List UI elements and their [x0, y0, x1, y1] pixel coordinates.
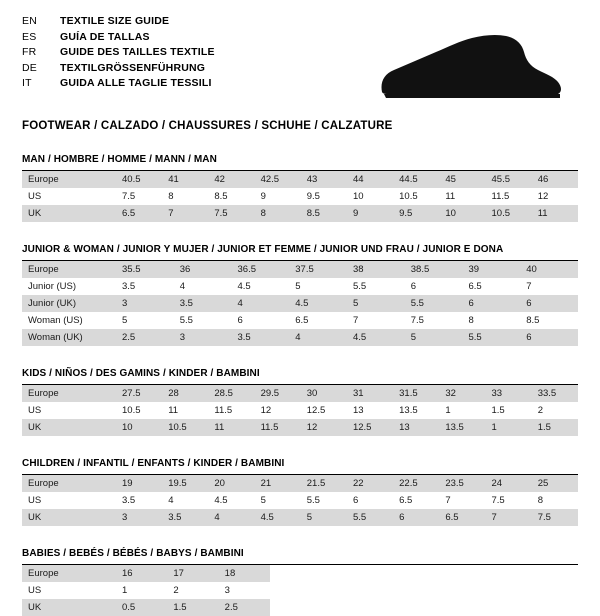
table-row: [22, 599, 578, 616]
cell: 10: [439, 205, 485, 222]
row-label: UK: [22, 509, 116, 526]
category-babies: [22, 548, 578, 616]
cell: 6.5: [468, 281, 482, 292]
category-title: JUNIOR & WOMAN / JUNIOR Y MUJER / JUNIOR ET FEMME / JUNIOR UND FRAU / JUNIOR E DONA: [22, 244, 504, 255]
cell-empty: [475, 565, 526, 582]
row-label: Europe: [22, 565, 116, 582]
table-row: [22, 475, 578, 492]
cell: 10.5: [122, 405, 141, 416]
table-row: [22, 205, 578, 222]
cell: 4: [289, 329, 347, 346]
cell: 6: [520, 329, 578, 346]
cell: 4: [179, 281, 186, 292]
cell: 3: [174, 329, 232, 346]
cell: 18: [219, 565, 270, 582]
category-title: CHILDREN / INFANTIL / ENFANTS / KINDER / BAMBINI: [22, 458, 285, 469]
cell: 24: [486, 475, 532, 492]
cell: 7: [353, 315, 359, 326]
cell: 1.5: [167, 599, 218, 616]
cell-empty: [527, 599, 578, 616]
cell: 8.5: [526, 315, 540, 326]
cell: 8.5: [301, 205, 347, 222]
cell: 6: [520, 295, 578, 312]
cell-empty: [270, 599, 321, 616]
cell: 32: [439, 385, 485, 402]
cell: 33: [486, 385, 532, 402]
cell: 6: [237, 315, 243, 326]
cell-empty: [475, 582, 526, 599]
cell: 2.5: [116, 329, 174, 346]
cell: 42: [208, 171, 254, 188]
table-row: [22, 261, 578, 278]
row-label: Woman (UK): [22, 329, 116, 346]
cell: 1.5: [491, 405, 505, 416]
cell: 7: [486, 509, 532, 526]
cell: 6.5: [439, 509, 485, 526]
cell: 13.5: [439, 419, 485, 436]
cell: 9: [260, 191, 266, 202]
cell: 38.5: [405, 261, 463, 278]
cell: 6.5: [399, 495, 413, 506]
cell: 1: [122, 585, 128, 596]
row-label: US: [28, 405, 42, 416]
cell: 1: [486, 419, 532, 436]
cell: 3.5: [174, 295, 232, 312]
cell: 7.5: [122, 191, 136, 202]
cell: 13.5: [399, 405, 418, 416]
table-row: [22, 385, 578, 402]
table-row: [22, 278, 578, 295]
size-table-man: [22, 171, 578, 222]
language-title-list: [22, 14, 215, 92]
table-row: [22, 492, 578, 509]
cell: 46: [532, 171, 578, 188]
row-label: UK: [22, 599, 116, 616]
cell: 12.5: [306, 405, 326, 416]
category-title: MAN / HOMBRE / HOMME / MANN / MAN: [22, 154, 217, 165]
cell: 3: [116, 295, 174, 312]
cell: 5: [347, 295, 405, 312]
cell: 6: [463, 295, 521, 312]
row-label: Europe: [22, 171, 116, 188]
dress-shoe-icon: [374, 32, 564, 104]
cell-empty: [321, 582, 372, 599]
cell: 11: [532, 205, 578, 222]
cell: 41: [162, 171, 208, 188]
cell: 10.5: [162, 419, 208, 436]
row-label: Junior (US): [28, 281, 77, 292]
language-code: DE: [22, 61, 37, 74]
cell: 36.5: [232, 261, 290, 278]
cell: 8: [468, 315, 474, 326]
cell: 11: [208, 419, 254, 436]
cell: 3.5: [122, 495, 136, 506]
category-man: [22, 154, 578, 222]
cell: 4.5: [255, 509, 301, 526]
cell-empty: [475, 599, 526, 616]
table-row: [22, 171, 578, 188]
language-row: [22, 76, 215, 92]
row-label: Europe: [22, 261, 116, 278]
table-row: [22, 312, 578, 329]
table-row: [22, 295, 578, 312]
language-title: GUIDE DES TAILLES TEXTILE: [60, 46, 215, 58]
cell: 25: [532, 475, 578, 492]
cell: 4.5: [347, 329, 405, 346]
cell: 6: [410, 281, 417, 292]
cell: 16: [116, 565, 167, 582]
language-code: ES: [22, 30, 37, 43]
cell: 4.5: [237, 281, 251, 292]
cell: 5: [260, 495, 266, 506]
cell: 1.5: [532, 419, 578, 436]
cell: 3.5: [232, 329, 290, 346]
language-code: FR: [22, 46, 37, 58]
cell-empty: [527, 582, 578, 599]
cell: 5: [405, 329, 463, 346]
cell: 21: [255, 475, 301, 492]
cell: 5.5: [463, 329, 521, 346]
cell: 5: [301, 509, 347, 526]
table-row: [22, 582, 578, 599]
cell: 5.5: [353, 281, 367, 292]
cell-empty: [321, 565, 372, 582]
cell: 7.5: [532, 509, 578, 526]
cell: 22.5: [393, 475, 439, 492]
cell: 36: [174, 261, 232, 278]
cell-empty: [373, 565, 424, 582]
cell: 4.5: [289, 295, 347, 312]
cell: 7: [526, 281, 532, 292]
cell-empty: [424, 582, 475, 599]
cell-empty: [270, 582, 321, 599]
cell: 5.5: [179, 315, 193, 326]
cell: 17: [167, 565, 218, 582]
cell: 10.5: [486, 205, 532, 222]
cell: 21.5: [301, 475, 347, 492]
cell: 45.5: [486, 171, 532, 188]
cell: 8: [255, 205, 301, 222]
cell: 7: [445, 495, 451, 506]
language-code: IT: [22, 77, 32, 89]
cell: 31.5: [393, 385, 439, 402]
cell: 4: [168, 495, 174, 506]
cell: 5.5: [405, 295, 463, 312]
row-label: UK: [22, 419, 116, 436]
size-table-children: [22, 475, 578, 526]
size-table-junior-woman: [22, 261, 578, 346]
cell: 10: [352, 191, 364, 202]
category-kids: [22, 368, 578, 436]
cell: 22: [347, 475, 393, 492]
cell: 23.5: [439, 475, 485, 492]
cell: 4: [232, 295, 290, 312]
cell: 2: [173, 585, 179, 596]
cell: 7.5: [410, 315, 424, 326]
cell: 11.5: [255, 419, 301, 436]
cell-empty: [424, 599, 475, 616]
cell: 1: [445, 405, 451, 416]
cell: 42.5: [255, 171, 301, 188]
cell: 11: [445, 191, 456, 202]
category-junior-woman: [22, 244, 578, 346]
cell: 6: [393, 509, 439, 526]
cell: 5.5: [306, 495, 320, 506]
table-row: [22, 509, 578, 526]
language-row: [22, 45, 215, 61]
table-row: [22, 419, 578, 436]
row-label: US: [28, 585, 42, 596]
row-label: Woman (US): [28, 315, 83, 326]
category-title: BABIES / BEBÉS / BÉBÉS / BABYS / BAMBINI: [22, 548, 244, 559]
cell: 39: [463, 261, 521, 278]
cell: 38: [347, 261, 405, 278]
row-label: Junior (UK): [22, 295, 116, 312]
cell: 5: [122, 315, 128, 326]
cell: 12: [301, 419, 347, 436]
language-row: [22, 61, 215, 77]
cell-empty: [527, 565, 578, 582]
cell-empty: [373, 582, 424, 599]
cell: 29.5: [255, 385, 301, 402]
cell: 28: [162, 385, 208, 402]
cell: 10: [116, 419, 162, 436]
cell: 44: [347, 171, 393, 188]
cell: 3.5: [122, 281, 136, 292]
language-code: EN: [22, 15, 37, 27]
cell: 11: [168, 405, 179, 416]
cell: 8.5: [214, 191, 228, 202]
table-row: [22, 402, 578, 419]
cell: 9.5: [393, 205, 439, 222]
language-title: GUÍA DE TALLAS: [60, 30, 150, 43]
document-header: [22, 14, 578, 106]
cell: 7.5: [208, 205, 254, 222]
cell: 30: [301, 385, 347, 402]
row-label: Europe: [22, 475, 116, 492]
cell: 40: [520, 261, 578, 278]
language-row: [22, 30, 215, 46]
cell: 33.5: [532, 385, 578, 402]
cell: 13: [352, 405, 364, 416]
cell-empty: [270, 565, 321, 582]
cell: 2.5: [219, 599, 270, 616]
cell: 4.5: [214, 495, 228, 506]
row-label: UK: [22, 205, 116, 222]
cell: 6.5: [295, 315, 309, 326]
cell: 8: [537, 495, 543, 506]
cell: 13: [393, 419, 439, 436]
cell: 4: [208, 509, 254, 526]
language-title: GUIDA ALLE TAGLIE TESSILI: [60, 77, 212, 89]
table-row: [22, 565, 578, 582]
cell: 6: [352, 495, 359, 506]
cell: 3: [224, 585, 230, 596]
table-row: [22, 188, 578, 205]
language-title: TEXTILE SIZE GUIDE: [60, 15, 170, 27]
category-title: KIDS / NIÑOS / DES GAMINS / KINDER / BAMBINI: [22, 368, 260, 379]
cell-empty: [424, 565, 475, 582]
cell: 0.5: [116, 599, 167, 616]
cell: 20: [208, 475, 254, 492]
size-table-babies: [22, 565, 578, 616]
cell: 2: [537, 405, 543, 416]
cell: 10.5: [399, 191, 418, 202]
size-table-kids: [22, 385, 578, 436]
row-label: US: [28, 495, 42, 506]
cell: 11.5: [491, 191, 510, 202]
page-title: FOOTWEAR / CALZADO / CHAUSSURES / SCHUHE / CALZATURE: [22, 120, 393, 132]
cell: 8: [168, 191, 174, 202]
cell: 5.5: [347, 509, 393, 526]
cell: 31: [347, 385, 393, 402]
cell: 28.5: [208, 385, 254, 402]
cell: 37.5: [289, 261, 347, 278]
cell: 9: [347, 205, 393, 222]
cell: 35.5: [116, 261, 174, 278]
cell: 5: [295, 281, 301, 292]
cell: 27.5: [116, 385, 162, 402]
language-title: TEXTILGRÖSSENFÜHRUNG: [60, 61, 206, 74]
cell: 12: [537, 191, 549, 202]
row-label: US: [28, 191, 42, 202]
row-label: Europe: [22, 385, 116, 402]
cell: 43: [301, 171, 347, 188]
cell: 7: [162, 205, 208, 222]
cell: 19.5: [162, 475, 208, 492]
cell-empty: [373, 599, 424, 616]
language-row: [22, 14, 215, 30]
cell: 45: [439, 171, 485, 188]
cell: 7.5: [491, 495, 505, 506]
cell: 11.5: [214, 405, 233, 416]
cell: 9.5: [306, 191, 320, 202]
category-children: [22, 458, 578, 526]
cell: 3: [116, 509, 162, 526]
cell: 12: [260, 405, 272, 416]
cell: 3.5: [162, 509, 208, 526]
table-row: [22, 329, 578, 346]
cell: 19: [116, 475, 162, 492]
cell: 6.5: [116, 205, 162, 222]
cell: 12.5: [347, 419, 393, 436]
cell-empty: [321, 599, 372, 616]
cell: 44.5: [393, 171, 439, 188]
cell: 40.5: [116, 171, 162, 188]
